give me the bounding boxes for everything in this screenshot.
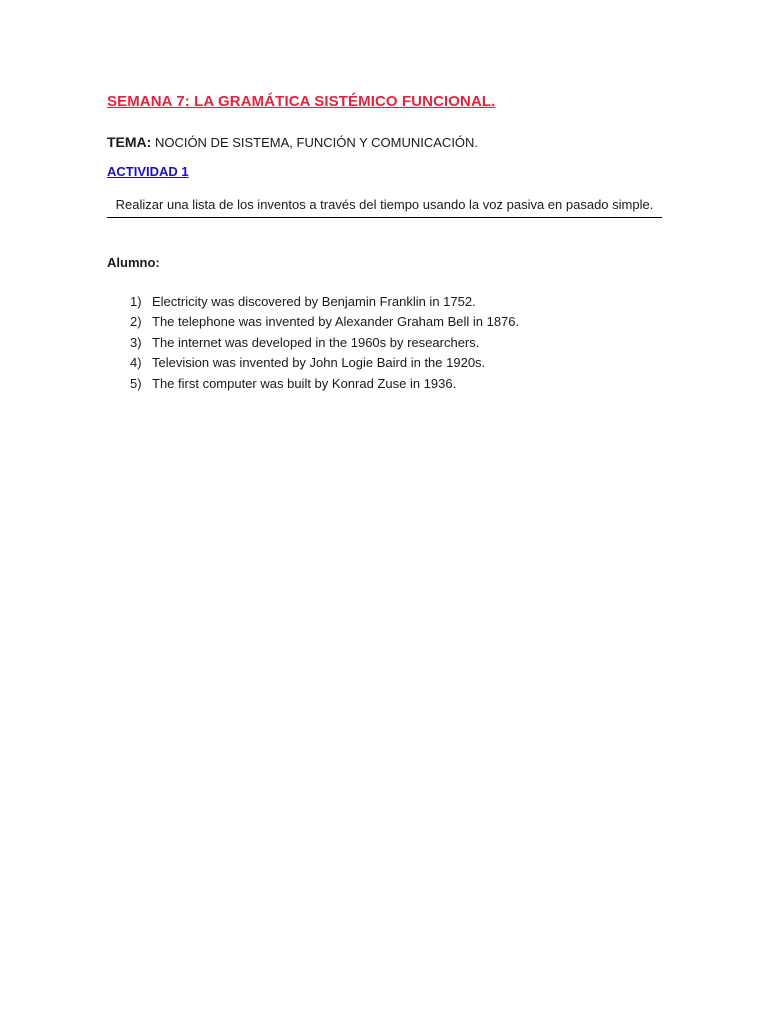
list-item-number: 5) [130, 375, 142, 391]
list-item [107, 374, 519, 394]
list-item-text: The telephone was invented by Alexander Graham Bell in 1876. [152, 314, 520, 330]
list-item-number: 4) [130, 355, 142, 371]
tema-label: TEMA: [107, 134, 152, 150]
list-item-text: Electricity was discovered by Benjamin Franklin in 1752. [152, 294, 476, 309]
tema-line [107, 134, 478, 150]
list-item-text: The internet was developed in the 1960s by researchers. [152, 334, 480, 350]
list-item [107, 312, 519, 332]
list-item [107, 333, 519, 353]
answers-list [107, 292, 519, 394]
list-item-text: Television was invented by John Logie Baird in the 1920s. [152, 355, 486, 371]
instruction-text: Realizar una lista de los inventos a través del tiempo usando la voz pasiva en pasado simple. [107, 195, 662, 218]
list-item-number: 3) [130, 334, 142, 350]
list-item [107, 292, 519, 312]
actividad-link[interactable]: ACTIVIDAD 1 [107, 164, 189, 179]
list-item-number: 2) [130, 314, 142, 330]
alumno-label: Alumno: [107, 255, 160, 270]
tema-text: NOCIÓN DE SISTEMA, FUNCIÓN Y COMUNICACIÓN. [151, 135, 479, 150]
page-title: SEMANA 7: LA GRAMÁTICA SISTÉMICO FUNCIONAL. [107, 93, 496, 110]
list-item-text: The first computer was built by Konrad Zuse in 1936. [152, 375, 457, 391]
list-item [107, 353, 519, 373]
list-item-number: 1) [130, 294, 142, 309]
